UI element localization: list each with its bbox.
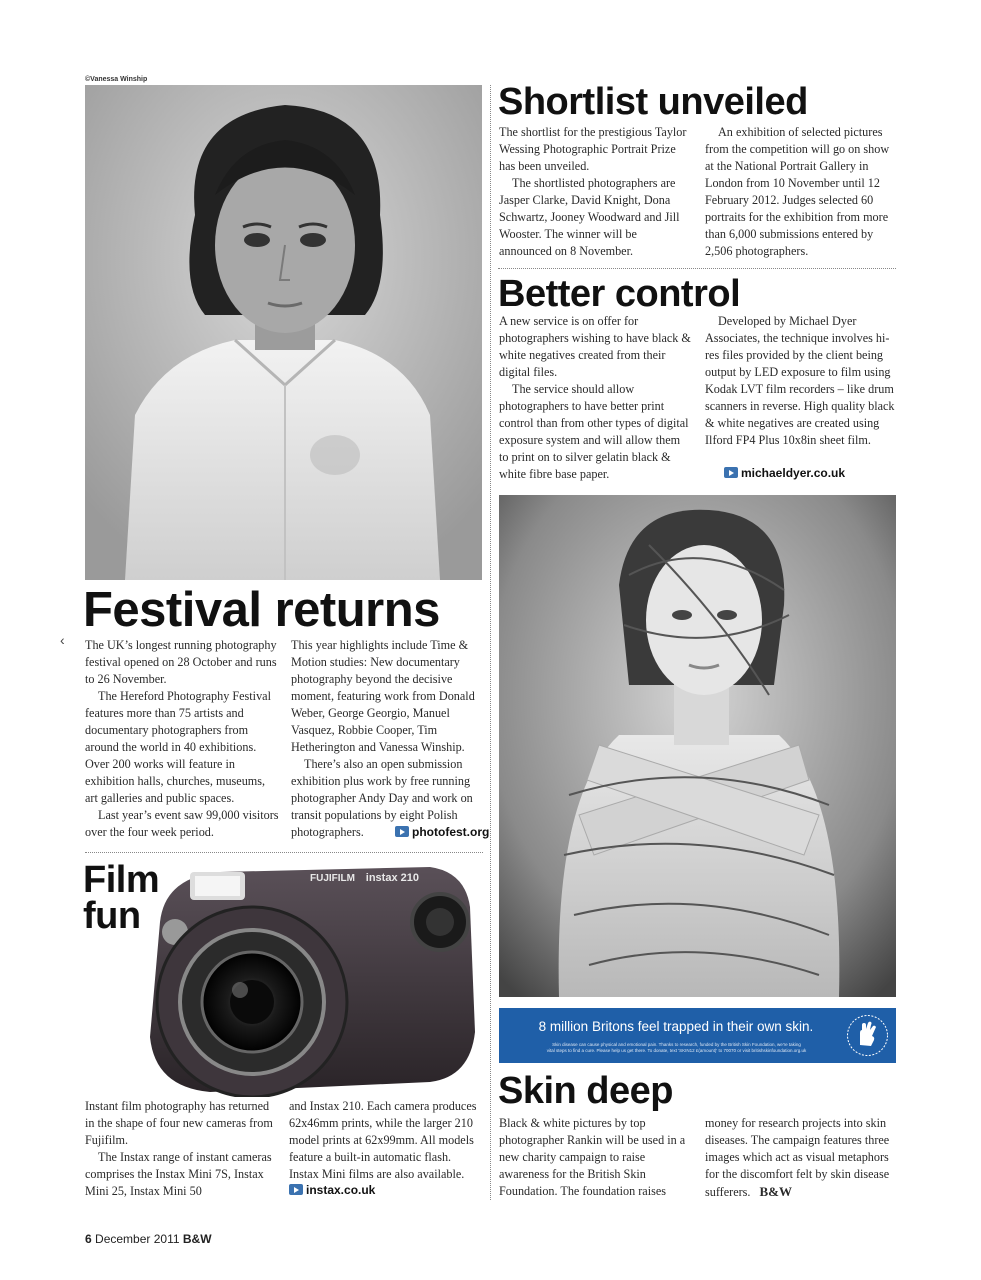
paragraph: The service should allow photographers to have better print control than from other types of digital exposure system and will allow them to print on to silver gelatin black & white fibre base paper. [499,382,689,481]
section-divider [85,852,483,853]
section-divider [498,268,896,269]
paragraph: The shortlist for the prestigious Taylor Wessing Photographic Portrait Prize has been unveiled. [499,125,687,173]
festival-column-2 [291,637,483,841]
camera-brand-label [310,872,419,884]
skin-deep-column-1 [499,1115,691,1200]
better-control-column-1 [499,313,691,483]
film-fun-column-2 [289,1098,481,1183]
magazine-brand: B&W [182,1232,212,1246]
paragraph: and Instax 210. Each camera produces 62x46mm prints, while the larger 210 model prints at 62x99mm. All models feature a built-in automatic flash. Instax Mini films are also available. [289,1099,477,1181]
link-label: photofest.org [412,825,490,839]
play-arrow-icon [289,1184,303,1195]
paragraph: Developed by Michael Dyer Associates, the technique involves hi-res files provided by the client being output by LED exposure to film using Kodak LVT film recorders – like drum scanners in reverse. High quality black & white negatives are created using Ilford FP4 Plus 10x8in sheet film. [705,314,895,447]
link-label: michaeldyer.co.uk [741,466,846,480]
paragraph: Instant film photography has returned in the shape of four new cameras from Fujifilm. [85,1099,273,1147]
shortlist-column-1 [499,124,691,260]
barbed-wire-portrait-illustration [499,495,896,997]
paragraph: The UK’s longest running photography festival opened on 28 October and runs to 26 November. [85,638,277,686]
festival-column-1 [85,637,280,841]
camera-model: instax 210 [365,872,419,884]
paragraph: There’s also an open submission exhibition plus work by free running photographer Andy Day and work on transit populations by eight Polish photographers. [291,757,473,839]
festival-headline: Festival returns [83,583,440,637]
camera-brand: FUJIFILM [310,873,355,884]
headline-line: fun [83,895,141,937]
paragraph: Last year’s event saw 99,000 visitors over the four week period. [85,808,279,839]
column-divider [490,85,491,1200]
page-footer [85,1232,212,1246]
skin-deep-column-2 [705,1115,900,1201]
skin-deep-headline: Skin deep [498,1070,673,1112]
small-print-line: vital steps to find a cure. Please help us get there. To donate, text 'SKIN12 £(amount)' to 70070 or visit britishskinfoundation.org.uk [546,1048,807,1053]
paragraph: A new service is on offer for photographers wishing to have black & white negatives created from their digital files. [499,314,691,379]
play-arrow-icon [724,467,738,478]
better-control-headline: Better control [498,273,741,315]
paragraph: The shortlisted photographers are Jasper Clarke, David Knight, Dona Schwartz, Jooney Woodward and Jill Wooster. The winner will be announced on 8 November. [499,176,680,258]
skin-foundation-banner [499,1008,896,1063]
issue-date: December 2011 [95,1232,180,1246]
photo-credit: ©Vanessa Winship [85,76,148,83]
barbed-wire-portrait-photo [499,495,896,997]
paragraph: The Instax range of instant cameras comprises the Instax Mini 7S, Instax Mini 25, Instax Mini 50 [85,1150,272,1198]
michaeldyer-link[interactable] [724,466,845,480]
headline-line: Film [83,859,160,901]
british-skin-foundation-logo [845,1013,890,1058]
girl-portrait-illustration [85,85,482,580]
small-print-line: Skin disease can cause physical and emotional pain. Thanks to research, funded by the British Skin Foundation, we're taking [552,1042,801,1047]
hand-logo-icon [845,1013,890,1058]
end-mark: B&W [759,1184,793,1199]
instax-camera-illustration [140,862,485,1097]
instax-link[interactable] [289,1183,375,1197]
page-number: 6 [85,1232,92,1246]
photofest-link[interactable] [395,825,489,839]
shortlist-column-2 [705,124,897,260]
shortlist-headline: Shortlist unveiled [498,81,808,123]
banner-title: 8 million Britons feel trapped in their own skin. [538,1019,814,1034]
paragraph: This year highlights include Time & Motion studies: New documentary photography beyond the decisive moment, featuring work from Donald Weber, George Georgio, Manuel Vasquez, Robbie Cooper, Tim Hetherington and Vanessa Winship. [291,638,475,754]
girl-portrait-photo [85,85,482,580]
paragraph: An exhibition of selected pictures from the competition will go on show at the National Portrait Gallery in London from 10 November until 12 February 2012. Judges selected 60 portraits for the exhibition from more than 6,000 submissions entered by 2,506 photographers. [705,125,890,258]
paragraph: money for research projects into skin diseases. The campaign features three images which act as visual metaphors for the discomfort felt by skin disease sufferers. [705,1116,890,1199]
better-control-column-2 [705,313,897,449]
paragraph: The Hereford Photography Festival features more than 75 artists and documentary photographers from around the world in 40 exhibitions. Over 200 works will feature in exhibition halls, churches, museums, art galleries and public spaces. [85,689,271,805]
paragraph: Black & white pictures by top photographer Rankin will be used in a new charity campaign to raise awareness for the British Skin Foundation. The foundation raises [499,1116,686,1198]
play-arrow-icon [395,826,409,837]
banner-small-print [509,1042,844,1054]
instax-camera-photo [140,862,485,1097]
link-label: instax.co.uk [306,1183,376,1197]
film-fun-column-1 [85,1098,277,1200]
previous-page-chevron-icon[interactable]: ‹ [60,632,65,648]
